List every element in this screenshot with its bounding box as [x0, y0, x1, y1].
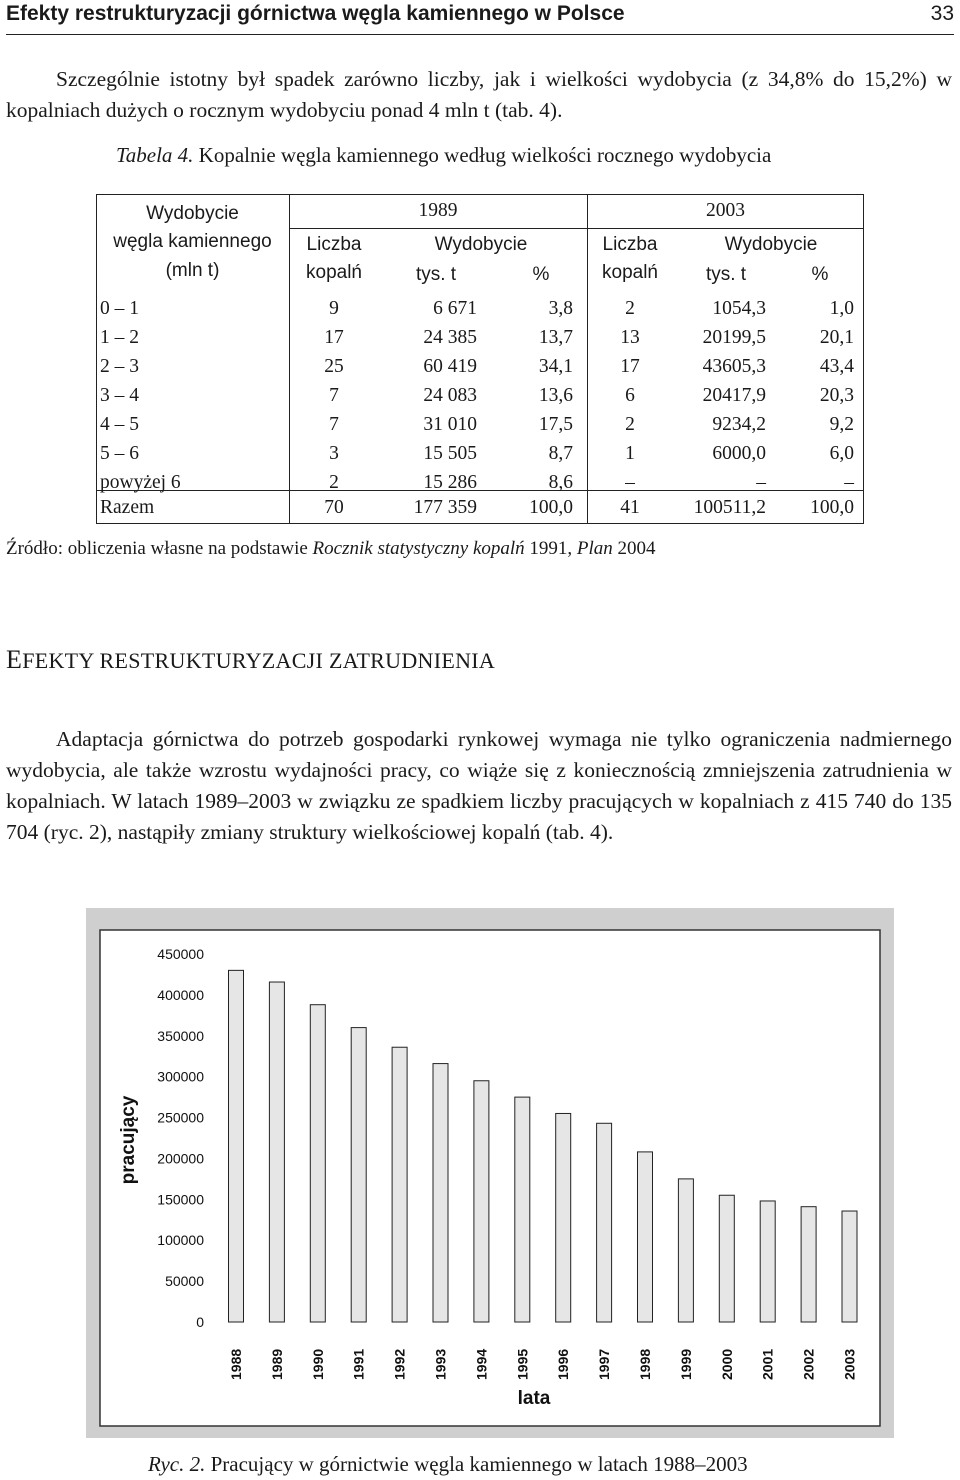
figure-caption	[148, 1452, 748, 1477]
cell-n1989: 7	[329, 414, 339, 435]
cell-t1989: 31 010	[423, 414, 477, 435]
cell-n1989: 17	[324, 327, 344, 348]
cell-n1989: 25	[324, 356, 344, 377]
cell-n1989: 3	[329, 443, 339, 464]
bar	[392, 1047, 407, 1322]
source-prefix: Źródło: obliczenia własne na podstawie	[6, 538, 308, 559]
cell-p2003: –	[844, 472, 854, 493]
col-header-wydobycie-1989: Wydobycie	[434, 234, 528, 255]
col-header-mln: (mln t)	[165, 260, 220, 281]
cell-t1989: 24 385	[423, 327, 477, 348]
cell-t2003: 6000,0	[712, 443, 766, 464]
cell-range: 3 – 4	[100, 385, 139, 406]
cell-n2003: 41	[620, 497, 640, 518]
cell-range: 5 – 6	[100, 443, 139, 464]
cell-n2003: 2	[625, 414, 635, 435]
cell-p1989: 34,1	[538, 356, 573, 377]
cell-n2003: 6	[625, 385, 635, 406]
chart-svg	[86, 908, 894, 1438]
source-year-1: 1991,	[529, 538, 573, 559]
cell-t2003: 1054,3	[712, 298, 766, 319]
x-tick-label: 1988	[228, 1348, 244, 1380]
x-tick-label: 1999	[677, 1348, 694, 1380]
bar	[597, 1123, 612, 1322]
cell-p1989: 100,0	[529, 497, 573, 518]
cell-t1989: 15 286	[423, 472, 477, 493]
bar	[801, 1207, 816, 1322]
section-title	[6, 645, 495, 675]
cell-t2003: 20417,9	[702, 385, 766, 406]
x-tick-label: 1991	[350, 1348, 367, 1380]
cell-p1989: 8,6	[548, 472, 573, 493]
cell-n2003: 1	[625, 443, 635, 464]
table-divider	[587, 194, 588, 524]
section-title-rest: FEKTY RESTRUKTURYZACJI ZATRUDNIENIA	[22, 648, 496, 673]
cell-t1989: 24 083	[423, 385, 477, 406]
col-header-liczba-2003: Liczba	[602, 234, 658, 255]
cell-t2003: 9234,2	[712, 414, 766, 435]
cell-n1989: 7	[329, 385, 339, 406]
employment-chart	[86, 908, 894, 1438]
col-header-tys-2003: tys. t	[705, 264, 747, 285]
cell-p1989: 8,7	[548, 443, 573, 464]
bar	[760, 1201, 775, 1322]
cell-range: 0 – 1	[100, 298, 139, 319]
bar	[842, 1211, 857, 1322]
col-header-pct-1989: %	[532, 264, 550, 285]
x-tick-label: 1990	[309, 1348, 326, 1380]
cell-range: 2 – 3	[100, 356, 139, 377]
x-tick-label: 1993	[432, 1348, 449, 1380]
cell-p2003: 6,0	[829, 443, 854, 464]
bar	[229, 970, 244, 1322]
cell-t1989: 6 671	[433, 298, 477, 319]
y-tick-label: 200000	[157, 1150, 204, 1167]
cell-p2003: 1,0	[829, 298, 854, 319]
mines-table	[96, 194, 864, 524]
table-source	[6, 538, 656, 560]
col-header-tys-1989: tys. t	[415, 264, 457, 285]
x-tick-label: 1998	[637, 1348, 653, 1380]
cell-n2003: –	[625, 472, 635, 493]
col-header-liczba-1989: Liczba	[306, 234, 362, 255]
page-number: 33	[930, 2, 954, 25]
table-divider	[289, 228, 864, 229]
y-tick-label: 450000	[157, 946, 204, 962]
cell-n1989: 70	[324, 497, 344, 518]
col-header-wydobycie: Wydobycie	[146, 203, 239, 224]
cell-t2003: 20199,5	[702, 327, 766, 348]
x-tick-label: 1996	[555, 1348, 572, 1380]
cell-p2003: 43,4	[819, 356, 854, 377]
y-tick-label: 100000	[157, 1232, 204, 1249]
y-tick-label: 150000	[157, 1191, 204, 1208]
cell-t2003: –	[756, 472, 766, 493]
cell-t2003: 100511,2	[693, 497, 766, 518]
x-tick-label: 2001	[759, 1348, 776, 1380]
cell-range: Razem	[100, 497, 155, 518]
bar	[351, 1028, 366, 1322]
cell-p2003: 20,1	[819, 327, 854, 348]
cell-p1989: 13,6	[538, 385, 573, 406]
running-title: Efekty restrukturyzacji górnictwa węgla kamiennego w Polsce	[6, 2, 625, 25]
cell-n2003: 13	[620, 327, 640, 348]
cell-p1989: 13,7	[538, 327, 573, 348]
cell-range: 4 – 5	[100, 414, 139, 435]
bar	[433, 1064, 448, 1322]
cell-n2003: 17	[620, 356, 640, 377]
table-caption-text: Kopalnie węgla kamiennego według wielkości rocznego wydobycia	[198, 143, 772, 167]
bar	[310, 1005, 325, 1322]
y-axis-label: pracujący	[118, 1095, 139, 1185]
cell-p2003: 20,3	[819, 385, 854, 406]
source-title-1: Rocznik statystyczny kopalń	[312, 538, 525, 559]
x-tick-label: 2000	[718, 1348, 735, 1380]
bar	[269, 982, 284, 1322]
x-tick-label: 1997	[596, 1348, 613, 1380]
y-tick-label: 250000	[157, 1109, 204, 1126]
cell-range: 1 – 2	[100, 327, 139, 348]
cell-n1989: 2	[329, 472, 339, 493]
figure-caption-label: Ryc. 2.	[148, 1452, 206, 1476]
y-tick-label: 300000	[157, 1068, 204, 1085]
x-tick-label: 1994	[473, 1348, 490, 1380]
table-caption	[116, 143, 771, 168]
bar	[474, 1081, 489, 1322]
page-header	[6, 0, 954, 35]
col-header-wegla: węgla kamiennego	[113, 231, 272, 252]
x-tick-label: 2003	[841, 1348, 858, 1380]
cell-p2003: 9,2	[829, 414, 854, 435]
cell-p1989: 3,8	[548, 298, 573, 319]
table-divider	[289, 194, 290, 524]
bar	[556, 1113, 571, 1322]
cell-p1989: 17,5	[538, 414, 573, 435]
paragraph-employment: Adaptacja górnictwa do potrzeb gospodarki rynkowej wymaga nie tylko ograniczenia nadmiernego wydobycia, ale także wzrostu wydajności pracy, co wiąże się z koniecznością zmniejszenia zatrudnienia w kopalniach. W latach 1989–2003 w związku ze spadkiem liczby pracujących w kopalniach z 415 740 do 135 704 (ryc. 2), nastąpiły zmiany struktury wielkościowej kopalń (tab. 4).	[6, 727, 952, 844]
cell-p2003: 100,0	[810, 497, 854, 518]
x-axis-label: lata	[517, 1388, 551, 1409]
x-tick-label: 1995	[514, 1348, 531, 1380]
cell-t2003: 43605,3	[702, 356, 766, 377]
paragraph-intro: Szczególnie istotny był spadek zarówno liczby, jak i wielkości wydobycia (z 34,8% do 15,2%) w kopalniach dużych o rocznym wydobyciu ponad 4 mln t (tab. 4).	[6, 67, 952, 122]
cell-n2003: 2	[625, 298, 635, 319]
table-caption-label: Tabela 4.	[116, 143, 194, 167]
x-tick-label: 2002	[800, 1348, 817, 1380]
y-tick-label: 400000	[157, 986, 204, 1003]
x-tick-label: 1992	[391, 1348, 408, 1380]
figure-caption-text: Pracujący w górnictwie węgla kamiennego w latach 1988–2003	[210, 1452, 748, 1476]
section-title-initial: E	[6, 645, 23, 674]
cell-t1989: 60 419	[423, 356, 477, 377]
source-year-2: 2004	[617, 538, 656, 559]
col-header-pct-2003: %	[811, 264, 829, 285]
bar	[515, 1097, 530, 1322]
col-header-kopaln-2003: kopalń	[602, 262, 658, 283]
y-tick-label: 350000	[157, 1027, 204, 1044]
y-tick-label: 0	[196, 1314, 204, 1330]
source-title-2: Plan	[576, 538, 613, 559]
cell-t1989: 177 359	[413, 497, 477, 518]
bar	[719, 1195, 734, 1322]
cell-n1989: 9	[329, 298, 339, 319]
year-1989: 1989	[418, 200, 458, 221]
x-tick-label: 1989	[268, 1348, 285, 1380]
year-2003: 2003	[706, 200, 745, 221]
cell-range: powyżej 6	[100, 472, 181, 493]
cell-t1989: 15 505	[423, 443, 477, 464]
bar	[678, 1179, 693, 1322]
col-header-kopaln-1989: kopalń	[306, 262, 362, 283]
y-tick-label: 50000	[165, 1273, 204, 1290]
bar	[638, 1152, 653, 1322]
col-header-wydobycie-2003: Wydobycie	[724, 234, 818, 255]
